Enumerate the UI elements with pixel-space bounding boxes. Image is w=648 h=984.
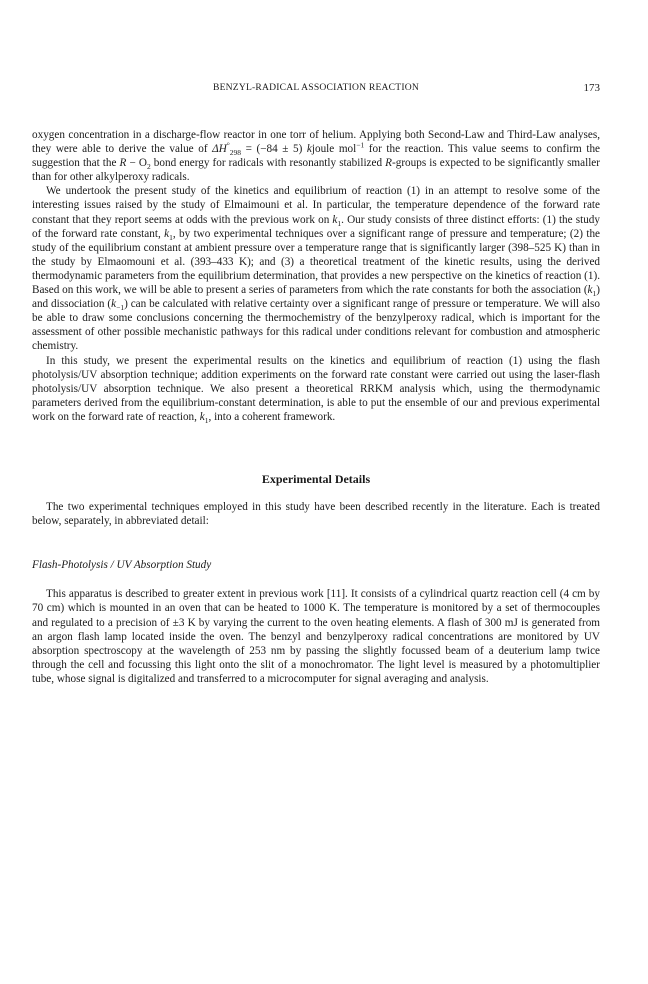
subsection-paragraph: This apparatus is described to greater extent in previous work [11]. It consists of a cylindrical quartz reaction cell (4 cm by 70 cm) which is mounted in an oven that can be heated to 1000 K. The temperature is monitored by a set of thermocouples and regulated to a precision of ±3 K by varying the current to the oven heating elements. A flash of 300 mJ is generated from an argon flash lamp located inside the oven. The benzyl and benzylperoxy radical concentrations are monitored by UV absorption spectroscopy at the wavelength of 253 nm by passing the slightly focussed beam of a deuterium lamp twice through the cell and focussing this light onto the slit of a monochromator. The light level is measured by a photomultiplier tube, whose signal is digitalized and transferred to a microcomputer for signal averaging and analysis. [32, 588, 600, 685]
page-header [32, 82, 600, 98]
subsection-heading: Flash-Photolysis / UV Absorption Study [32, 559, 212, 572]
page-body [32, 128, 600, 686]
paragraph-1: oxygen concentration in a discharge-flow reactor in one torr of helium. Applying both Second-Law and Third-Law analyses, they were able to derive the value of $\Delta H^\circ_{298} = (-84 \pm 5)$ kjoule mol$^{-1}$ for the reaction. This value seems to confirm the suggestion that the $R - O_2$ bond energy for radicals with resonantly stabilized R-groups is expected to be significantly smaller than for other alkylperoxy radicals. [32, 129, 601, 184]
paragraph-3: In this study, we present the experimental results on the kinetics and equilibrium of reaction (1) using the flash photolysis/UV absorption technique; addition experiments on the forward rate constant were carried out using the laser-flash photolysis/UV absorption technique. We also present a theoretical RRKM analysis which, using the thermodynamic parameters derived from the equilibrium-constant determination, is able to put the ensemble of our and previous experimental work on the forward rate of reaction, $k_1$, into a coherent framework. [32, 354, 600, 426]
section-intro: The two experimental techniques employed in this study have been described recently in the literature. Each is treated below, separately, in abbreviated detail: [32, 501, 600, 528]
paragraph-2: We undertook the present study of the kinetics and equilibrium of reaction (1) in an attempt to resolve some of the interesting issues raised by the study of Elmaimouni et al. In particular, the temperature dependence of the forward rate constant that they report seems at odds with the previous work on $k_1$. Our study consists of three distinct efforts: (1) the study of the forward rate constant, $k_1$, by two experimental techniques over a significant range of pressure and temperature; (2) the study of the equilibrium constant at ambient pressure over a temperature range that is significantly larger (398–525 K) than in the study by Elmaomouni et al. (393–433 K); and (3) a theoretical treatment of the kinetic results, using the derived thermodynamic parameters from the equilibrium determination, that provides a new perspective on the kinetics of reaction (1). Based on this work, we will be able to present a series of parameters from which the rate constants for both the association $(k_1)$ and dissociation $(k_{-1})$ can be calculated with relative certainty over a significant range of pressure or temperature. We will also be able to draw some conclusions concerning the thermochemistry of the benzylperoxy radical, which is important for the assessment of other possible mechanistic pathways for this radical under conditions relevant for combustion and atmospheric chemistry. [32, 185, 600, 353]
running-title: BENZYL-RADICAL ASSOCIATION REACTION [213, 82, 419, 93]
page-number: 173 [583, 82, 600, 94]
section-heading: Experimental Details [261, 471, 371, 486]
